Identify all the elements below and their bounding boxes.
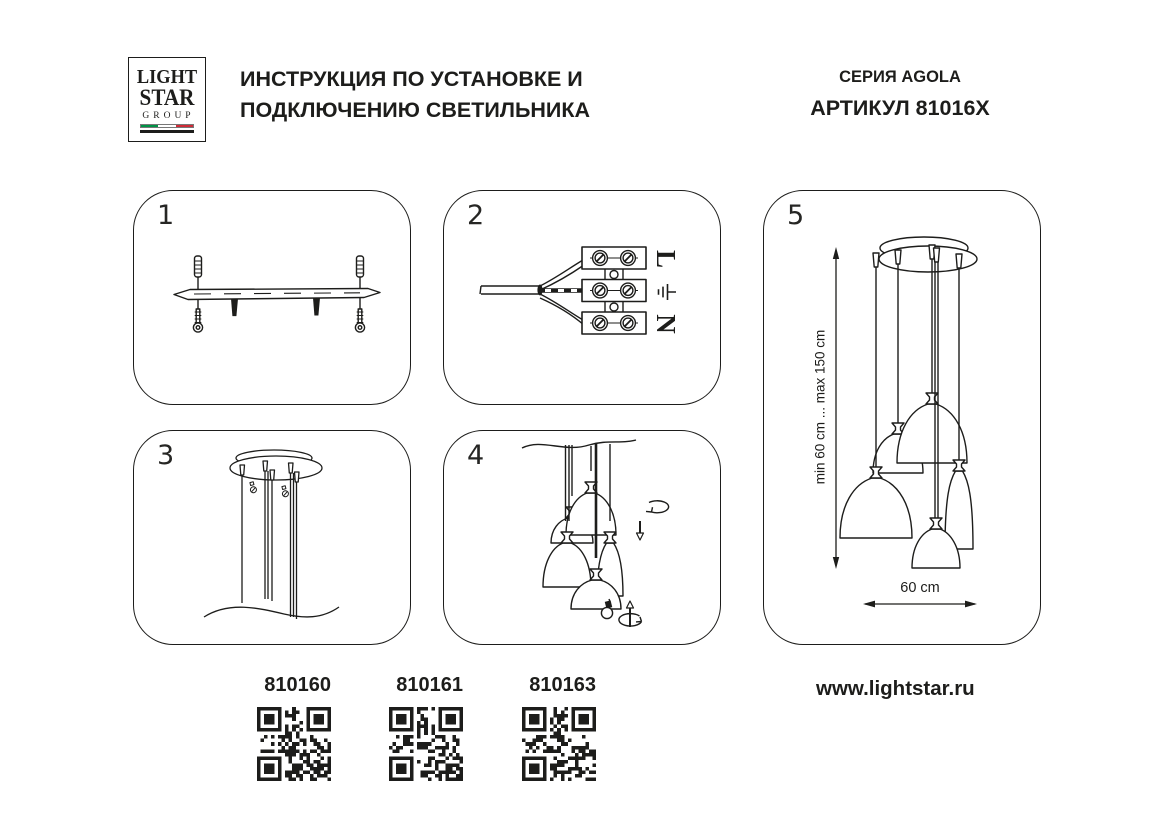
canopy-cables-illustration — [134, 431, 409, 643]
title-line-1: ИНСТРУКЦИЯ ПО УСТАНОВКЕ И — [240, 67, 583, 91]
panel-step-4 — [443, 430, 721, 645]
terminal-row — [582, 247, 646, 269]
lamp-shade — [566, 482, 616, 535]
lightstar-logo — [128, 57, 206, 142]
ground-symbol-icon — [659, 284, 677, 300]
ceiling-wave-line — [204, 607, 339, 617]
live-wire-label: L — [651, 249, 681, 269]
logo-group: GROUP — [142, 111, 195, 121]
terminal-row — [582, 280, 646, 302]
step-number: 2 — [467, 200, 485, 231]
article-block — [257, 674, 331, 781]
assembled-pendant-illustration — [764, 191, 1039, 643]
logo-light: LIGHT — [136, 66, 198, 88]
screw-icon — [249, 481, 289, 497]
series-label: СЕРИЯ AGOLA — [839, 68, 961, 86]
screw-icon — [355, 298, 364, 332]
width-dimension — [863, 601, 977, 608]
step-number: 4 — [467, 440, 485, 471]
mounting-bar — [174, 289, 380, 317]
rotate-shade-icon — [637, 501, 669, 540]
neutral-wire-label: N — [651, 314, 681, 334]
website-url: www.lightstar.ru — [816, 677, 975, 700]
logo-underline — [140, 130, 194, 133]
screw-icon — [193, 300, 202, 332]
article-code: 810161 — [396, 674, 463, 696]
width-label: 60 cm — [900, 580, 940, 596]
height-dimension — [833, 247, 839, 569]
lamp-shade — [840, 467, 912, 538]
rotate-bulb-icon — [619, 601, 642, 627]
qr-code — [257, 707, 331, 781]
height-range-label: min 60 cm ... max 150 cm — [812, 329, 828, 485]
hanging-stud — [313, 298, 320, 316]
ceiling-wave-line — [522, 440, 636, 448]
logo-star: STAR — [139, 85, 195, 110]
panel-step-3 — [133, 430, 411, 645]
qr-code — [389, 707, 463, 781]
panel-step-2 — [443, 190, 721, 405]
supply-cable — [480, 260, 584, 325]
article-code: 810160 — [264, 674, 331, 696]
suspension-cable — [876, 259, 959, 518]
article-code: 810163 — [529, 674, 596, 696]
mounting-bracket-illustration — [134, 191, 409, 403]
terminal-row — [582, 312, 646, 334]
step-number: 1 — [157, 200, 175, 231]
lamp-shade — [897, 393, 967, 463]
panel-step-5 — [763, 190, 1041, 645]
wall-anchor-icon — [195, 256, 202, 289]
shade-assembly-illustration — [444, 431, 719, 643]
step-number: 3 — [157, 440, 175, 471]
qr-code — [522, 707, 596, 781]
panel-step-1 — [133, 190, 411, 405]
wall-anchor-icon — [357, 256, 364, 288]
article-block — [522, 674, 596, 781]
article-label: АРТИКУЛ 81016X — [810, 96, 990, 120]
title-line-2: ПОДКЛЮЧЕНИЮ СВЕТИЛЬНИКА — [240, 98, 591, 122]
terminal-block-illustration — [444, 191, 719, 403]
hanging-stud — [231, 299, 238, 317]
italian-flag-stripe — [140, 124, 194, 128]
article-block — [389, 674, 463, 781]
step-number: 5 — [787, 200, 805, 231]
series-and-article — [788, 68, 1012, 121]
page-title — [240, 64, 590, 126]
